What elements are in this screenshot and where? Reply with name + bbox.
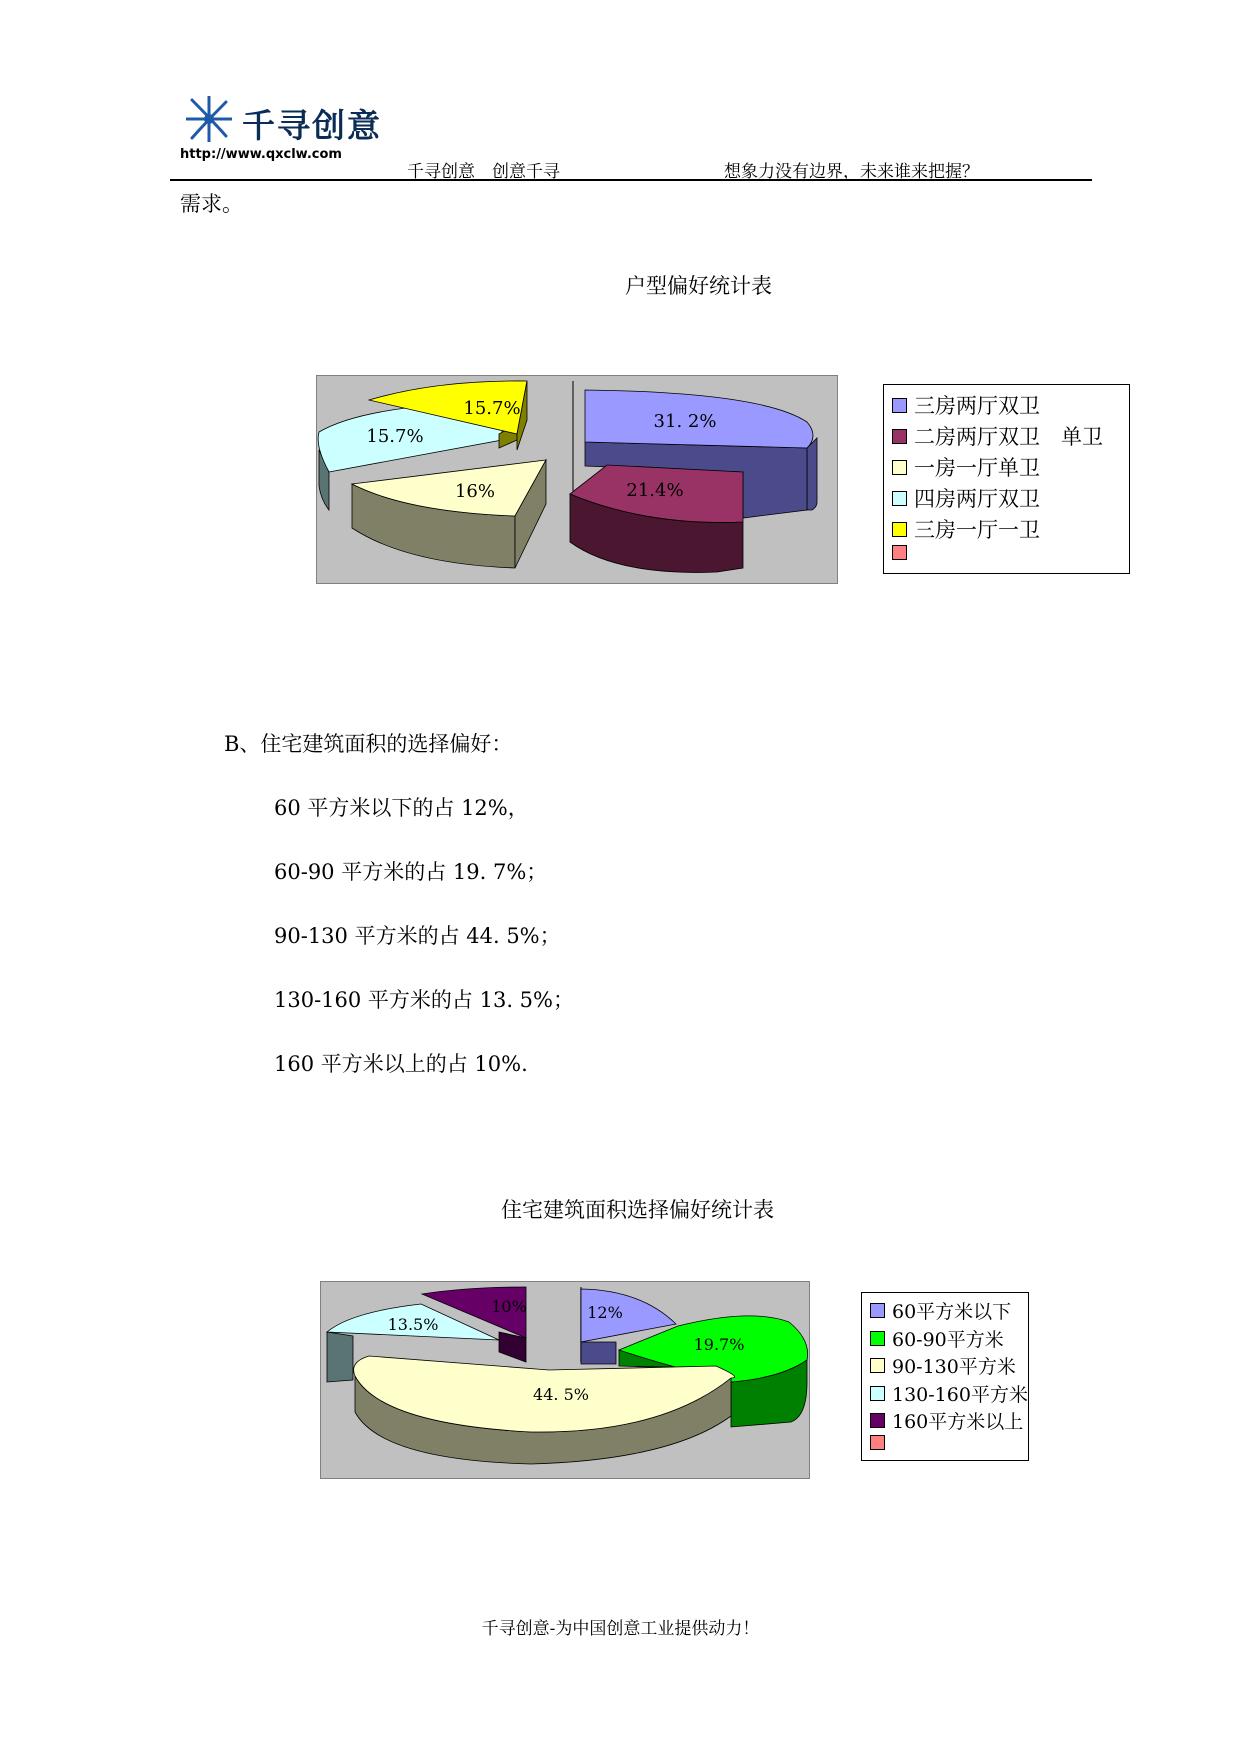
legend-swatch	[892, 545, 907, 560]
chart1-legend-item	[892, 390, 1040, 420]
legend-label: 一房一厅单卫	[914, 456, 1040, 480]
legend-swatch	[870, 1358, 885, 1373]
legend-label: 60-90平方米	[892, 1328, 1004, 1351]
chart2-legend-item	[870, 1380, 1028, 1407]
legend-swatch	[870, 1303, 885, 1318]
chart1-slice-2	[352, 460, 546, 568]
section-b-item-3: 130-160 平方米的占 13. 5%；	[274, 988, 574, 1012]
chart1-title: 户型偏好统计表	[625, 274, 772, 298]
chart2-legend-item	[870, 1407, 1023, 1434]
chart2-legend	[861, 1292, 1029, 1461]
legend-label: 二房两厅双卫 单卫	[914, 425, 1103, 449]
legend-swatch	[892, 429, 907, 444]
chart1-label-0: 31. 2%	[653, 411, 717, 432]
legend-swatch	[892, 522, 907, 537]
chart1-pie	[317, 376, 837, 583]
chart2-legend-item	[870, 1325, 1004, 1352]
legend-label: 四房两厅双卫	[914, 487, 1040, 511]
header-divider	[170, 179, 1092, 181]
chart1-label-1: 21.4%	[626, 480, 684, 501]
section-b-item-2: 90-130 平方米的占 44. 5%；	[274, 924, 561, 948]
section-b-heading: B、住宅建筑面积的选择偏好：	[224, 732, 513, 756]
chart1-label-2: 16%	[454, 481, 496, 502]
logo-star-icon	[186, 96, 232, 142]
chart2-label-1: 19.7%	[693, 1335, 745, 1354]
section-b-item-1: 60-90 平方米的占 19. 7%；	[274, 860, 548, 884]
chart1-legend-item	[892, 545, 914, 560]
legend-swatch	[870, 1331, 885, 1346]
brand-logo-text: 千寻创意	[242, 106, 382, 145]
legend-swatch	[892, 460, 907, 475]
legend-label: 90-130平方米	[892, 1356, 1016, 1378]
legend-label: 60平方米以下	[892, 1301, 1012, 1323]
chart2-pie	[321, 1282, 809, 1478]
chart2-legend-item	[870, 1297, 1011, 1324]
page-footer: 千寻创意-为中国创意工业提供动力！	[481, 1619, 760, 1639]
legend-swatch	[870, 1413, 885, 1428]
chart2-legend-item	[870, 1352, 1016, 1379]
legend-label: 三房两厅双卫	[914, 394, 1040, 418]
chart2-title: 住宅建筑面积选择偏好统计表	[501, 1198, 774, 1222]
chart2-label-4: 10%	[491, 1297, 527, 1316]
chart2-label-2: 44. 5%	[533, 1385, 589, 1404]
legend-swatch	[870, 1386, 885, 1401]
chart1-label-4: 15.7%	[463, 398, 521, 419]
chart1-legend	[883, 384, 1130, 574]
legend-label: 130-160平方米	[892, 1383, 1028, 1406]
chart2-label-0: 12%	[587, 1303, 623, 1322]
header-tagline-left: 千寻创意 创意千寻	[407, 162, 560, 182]
chart2-legend-item	[870, 1435, 892, 1450]
chart1-legend-item	[892, 421, 1103, 451]
chart1-label-3: 15.7%	[366, 426, 424, 447]
chart2-slice-2	[354, 1356, 735, 1464]
chart1-legend-item	[892, 483, 1040, 513]
legend-swatch	[892, 398, 907, 413]
section-b-item-4: 160 平方米以上的占 10%.	[274, 1052, 528, 1076]
chart2-plot-area	[320, 1281, 810, 1479]
legend-swatch	[892, 491, 907, 506]
header-tagline-right: 想象力没有边界，未来谁来把握？	[724, 162, 979, 182]
chart2-label-3: 13.5%	[387, 1315, 439, 1334]
chart1-legend-item	[892, 514, 1040, 544]
legend-swatch	[870, 1435, 885, 1450]
section-b-item-0: 60 平方米以下的占 12%，	[274, 796, 529, 820]
intro-text: 需求。	[180, 192, 243, 216]
chart1-legend-item	[892, 452, 1040, 482]
chart1-plot-area	[316, 375, 838, 584]
legend-label: 三房一厅一卫	[914, 518, 1040, 542]
legend-label: 160平方米以上	[892, 1411, 1024, 1433]
brand-url: http://www.qxclw.com	[180, 147, 342, 162]
